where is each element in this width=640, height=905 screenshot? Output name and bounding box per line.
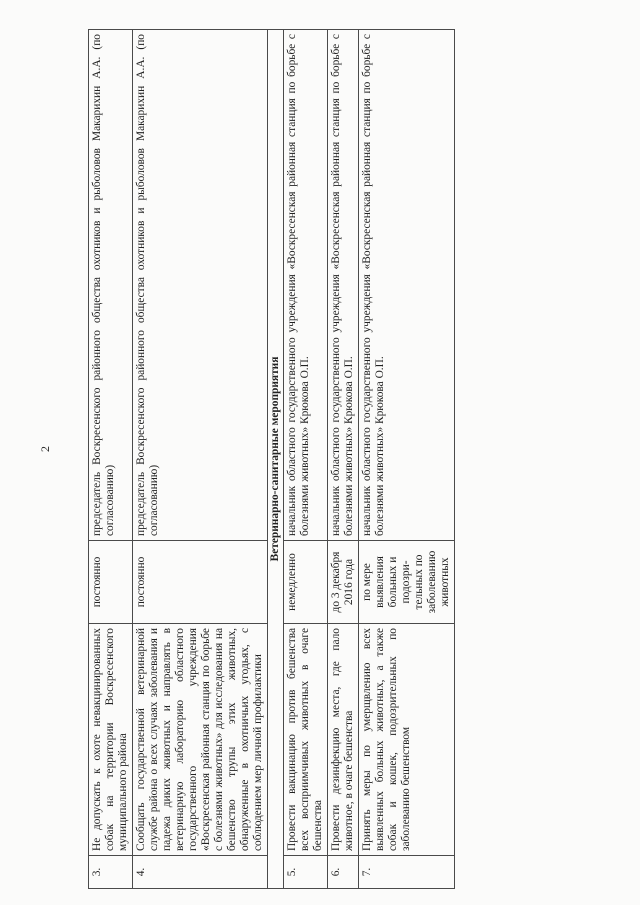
action-cell: Провести дезинфекцию места, где пало животное, в очаге бешенства (328, 624, 359, 856)
section-header-row (268, 30, 284, 889)
table-row (133, 30, 268, 889)
term-cell: до 3 декабря 2016 года (328, 541, 359, 624)
row-number: 3. (89, 856, 133, 889)
table-row (328, 30, 359, 889)
responsible-cell: начальник областного государственного учреждения «Воскресенская районная станция по борьбе с болезнями животных» Крюкова О.П. (359, 30, 455, 541)
responsible-cell: начальник областного государственного учреждения «Воскресенская районная станция по борьбе с болезнями животных» Крюкова О.П. (284, 30, 328, 541)
row-number: 5. (284, 856, 328, 889)
table-row (359, 30, 455, 889)
row-number: 7. (359, 856, 455, 889)
action-cell: Не допускать к охоте невакцинированных собак на территории Воскресенского муниципального района (89, 624, 133, 856)
measures-table (88, 29, 455, 889)
term-cell: по мере выявления больных и подозри-тельных по заболеванию животных (359, 541, 455, 624)
section-title: Ветеринарно-санитарные мероприятия (268, 30, 284, 889)
table-row (284, 30, 328, 889)
action-cell: Принять меры по умерщвлению всех выявленных больных животных, а также собак и кошек, подозрительных по заболеванию бешенством (359, 624, 455, 856)
responsible-cell: начальник областного государственного учреждения «Воскресенская районная станция по борьбе с болезнями животных» Крюкова О.П. (328, 30, 359, 541)
row-number: 4. (133, 856, 268, 889)
action-cell: Сообщать государственной ветеринарной службе района о всех случаях заболевания и падежа диких животных и направлять в ветеринарную лабораторию областного государственного учреждения «Воскресенская районная станция по борьбе с болезнями животных» для исследования на бешенство трупы этих животных, обнаруженные в охотничьих угодьях, с соблюдением мер личной профилактики (133, 624, 268, 856)
responsible-cell: председатель Воскресенского районного общества охотников и рыболовов Макарихин А.А. (по согласованию) (133, 30, 268, 541)
responsible-cell: председатель Воскресенского районного общества охотников и рыболовов Макарихин А.А. (по согласованию) (89, 30, 133, 541)
table-row (89, 30, 133, 889)
term-cell: постоянно (89, 541, 133, 624)
page-number: 2 (38, 446, 52, 452)
term-cell: немедленно (284, 541, 328, 624)
row-number: 6. (328, 856, 359, 889)
term-cell: постоянно (133, 541, 268, 624)
action-cell: Провести вакцинацию против бешенства всех восприимчивых животных в очаге бешенства (284, 624, 328, 856)
